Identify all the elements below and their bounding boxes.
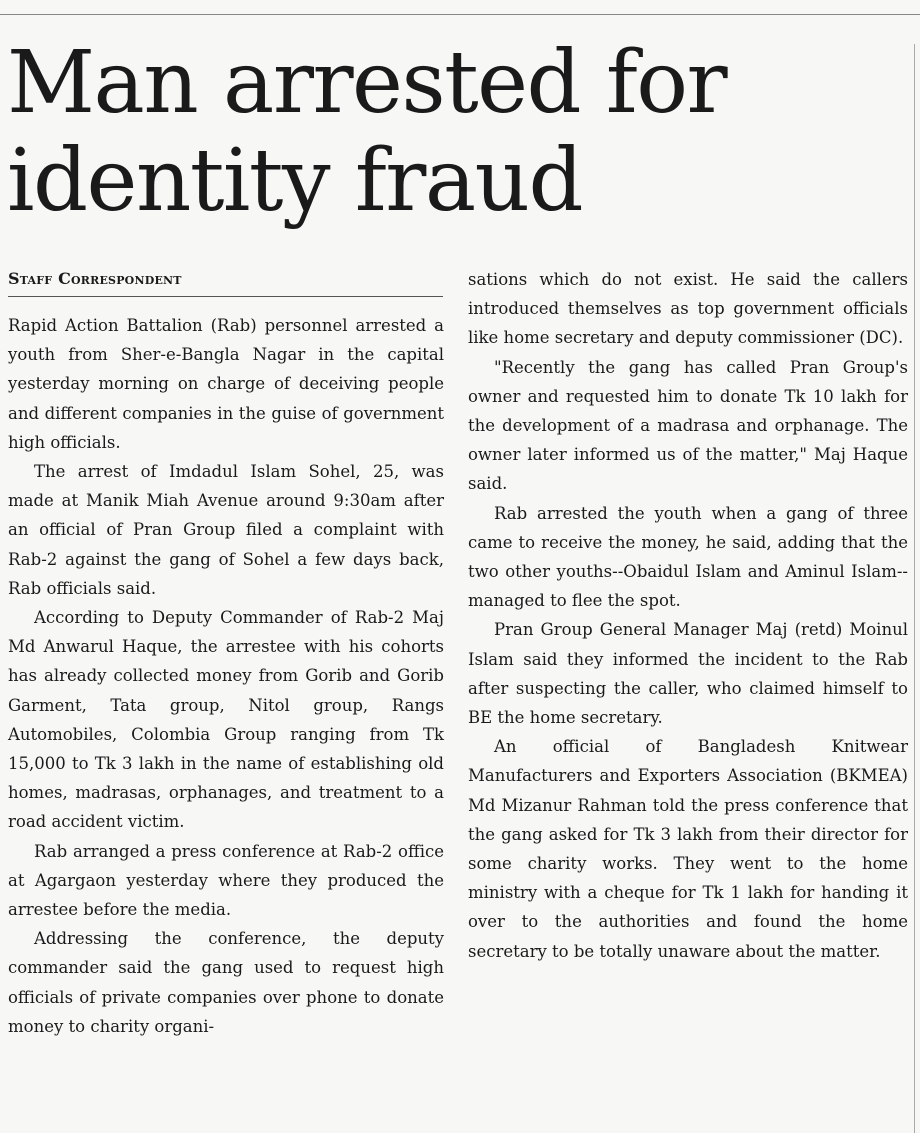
paragraph: Rab arrested the youth when a gang of three came to receive the money, he said, adding that the two other youths--Obaidul Islam and Aminul Islam--managed to flee the spot. [468,503,908,611]
paragraph: Pran Group General Manager Maj (retd) Moinul Islam said they informed the incident to the Rab after suspecting the caller, who claimed himself to BE the home secretary. [468,620,908,728]
paragraph: According to Deputy Commander of Rab-2 Maj Md Anwarul Haque, the arrestee with his cohorts has already collected money from Gorib and Gorib Garment, Tata group, Nitol group, Rangs Automobiles, Colombia Group ranging from Tk 15,000 to Tk 3 lakh in the name of establishing old homes, madrasas, orphanages, and treatment to a road accident victim. [8,608,444,832]
byline: Staff Correspondent [8,268,443,297]
article-column-left [8,311,444,1041]
paragraph: An official of Bangladesh Knitwear Manufacturers and Exporters Association (BKMEA) Md Mizanur Rahman told the press conference that the gang asked for Tk 3 lakh from their director for some charity works. They went to the home ministry with a cheque for Tk 1 lakh for handing it over to the authorities and found the home secretary to be totally unaware about the matter. [468,737,908,961]
paragraph: "Recently the gang has called Pran Group's owner and requested him to donate Tk 10 lakh for the development of a madrasa and orphanage. The owner later informed us of the matter," Maj Haque said. [468,357,908,494]
paragraph: Rab arranged a press conference at Rab-2 office at Agargaon yesterday where they produced the arrestee before the media. [8,841,444,920]
column-rule-right [914,44,915,1133]
paragraph: The arrest of Imdadul Islam Sohel, 25, was made at Manik Miah Avenue around 9:30am after an official of Pran Group filed a complaint with Rab-2 against the gang of Sohel a few days back, Rab officials said. [8,462,444,598]
paragraph: sations which do not exist. He said the callers introduced themselves as top government officials like home secretary and deputy commissioner (DC). [468,270,908,348]
paragraph: Rapid Action Battalion (Rab) personnel arrested a youth from Sher-e-Bangla Nagar in the capital yesterday morning on charge of deceiving people and different companies in the guise of government high officials. [8,316,444,452]
headline: Man arrested for identity fraud [7,33,727,231]
article-column-right [468,265,908,966]
top-rule [0,14,920,15]
paragraph: Addressing the conference, the deputy commander said the gang used to request high officials of private companies over phone to donate money to charity organi- [8,929,444,1036]
